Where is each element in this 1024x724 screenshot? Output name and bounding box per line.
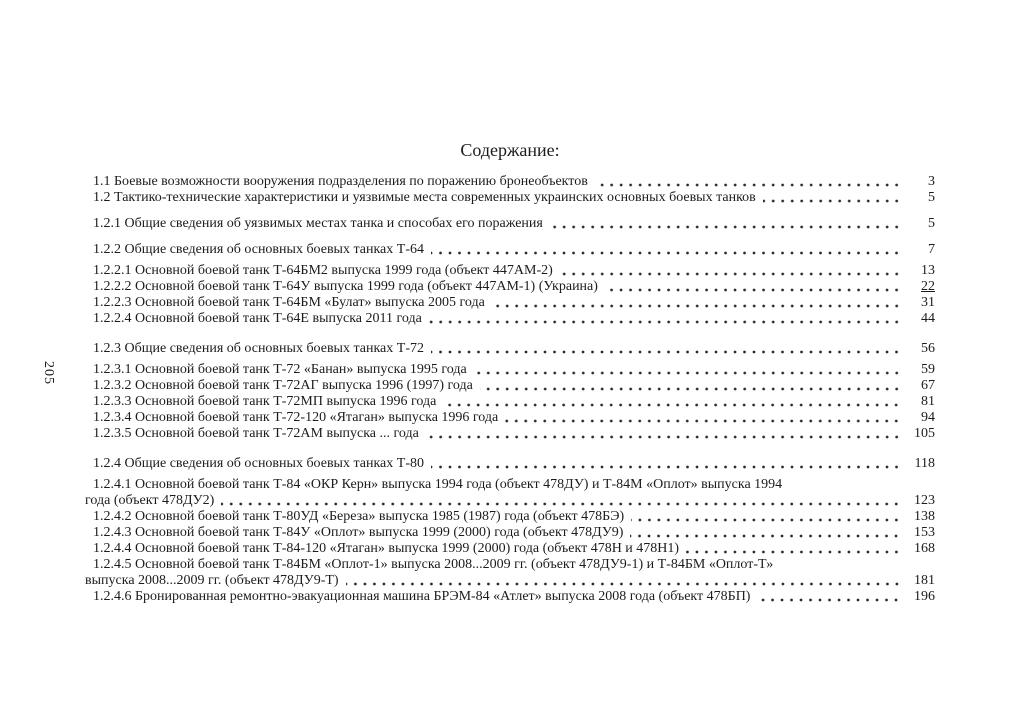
toc-page-number: 3 [928,174,935,189]
dot-leader [480,381,904,393]
toc-entry-text: 1.2.4.1 Основной боевой танк Т-84 «ОКР Керн» выпуска 1994 года (объект 478ДУ) и Т-84М «Оплот» выпуска 1994 [93,477,783,492]
dot-leader [560,266,904,278]
toc-page-number[interactable]: 22 [921,279,935,294]
dot-leader [346,576,904,588]
toc-page-number: 181 [914,573,935,588]
toc-page-number: 105 [914,426,935,441]
toc-entry-row [85,216,935,232]
toc-entry [85,426,935,442]
toc-entry [85,190,935,206]
toc-entry [85,311,935,327]
toc-entry-row [85,493,935,509]
toc-page-number: 118 [914,456,935,471]
toc-entry [85,456,935,472]
toc-entry-text: 1.2.3.1 Основной боевой танк Т-72 «Банан» выпуска 1995 года [93,362,467,377]
toc-entry-text: 1.2.2 Общие сведения об основных боевых танках Т-64 [93,242,424,257]
toc-entry-row [85,509,935,525]
dot-leader [221,496,904,508]
dot-leader [429,314,904,326]
toc-entry [85,378,935,394]
toc-entry-text-continuation: выпуска 2008...2009 гг. (объект 478ДУ9-Т) [85,573,339,588]
toc-entry-row [85,341,935,357]
toc-entry-text: 1.2.4.5 Основной боевой танк Т-84БМ «Оплот-1» выпуска 2008...2009 гг. (объект 478ДУ9-1) и Т-84БМ «Оплот-Т» [93,557,774,572]
dot-leader [431,459,904,471]
toc-title: Содержание: [460,140,560,160]
toc-entry-row [85,378,935,394]
dot-leader [492,298,904,310]
toc-entry-text: 1.2.4.4 Основной боевой танк Т-84-120 «Ятаган» выпуска 1999 (2000) года (объект 478Н и 478Н1) [93,541,680,556]
toc-page-number: 5 [928,216,935,231]
toc-entry [85,509,935,525]
toc-entry-row [85,362,935,378]
dot-leader [630,528,904,540]
toc-entry-text-continuation: года (объект 478ДУ2) [85,493,215,508]
toc-page-number: 196 [914,589,935,604]
toc-entry [85,263,935,279]
toc-page-number: 94 [921,410,935,425]
toc-entry-row [85,279,935,295]
toc-entry-row [85,242,935,258]
toc-entry-text: 1.2.2.1 Основной боевой танк Т-64БМ2 выпуска 1999 года (объект 447АМ-2) [93,263,553,278]
toc-page-number: 7 [928,242,935,257]
toc-entry [85,279,935,295]
dot-leader [431,245,904,257]
dot-leader [763,193,904,205]
toc-entry [85,589,935,605]
toc-entry-text: 1.2.4.2 Основной боевой танк Т-80УД «Береза» выпуска 1985 (1987) года (объект 478БЭ) [93,509,625,524]
dot-leader [505,413,904,425]
dot-leader [431,344,904,356]
toc-page-number: 168 [914,541,935,556]
toc-entry-text: 1.2.3.2 Основной боевой танк Т-72АГ выпуска 1996 (1997) года [93,378,473,393]
toc-entry-row [85,456,935,472]
toc-page-number: 153 [914,525,935,540]
toc-entry-text: 1.2 Тактико-технические характеристики и уязвимые места современных украинских основных боевых танков [93,190,756,205]
toc-page-number: 56 [921,341,935,356]
dot-leader [550,219,904,231]
toc-entry [85,541,935,557]
table-of-contents [85,140,935,605]
toc-entry-text: 1.2.4.6 Бронированная ремонтно-эвакуационная машина БРЭМ-84 «Атлет» выпуска 2008 года (объект 478БП) [93,589,751,604]
toc-entry-text: 1.2.3.5 Основной боевой танк Т-72АМ выпуска ... года [93,426,419,441]
toc-entry-row [85,525,935,541]
dot-leader [757,592,904,604]
toc-entry-row [85,295,935,311]
toc-entry-row [85,426,935,442]
toc-entry [85,394,935,410]
toc-page-number: 44 [921,311,935,326]
dot-leader [426,429,904,441]
toc-entry-text: 1.2.1 Общие сведения об уязвимых местах танка и способах его поражения [93,216,543,231]
toc-entry [85,242,935,258]
toc-entry [85,525,935,541]
toc-entry [85,410,935,426]
dot-leader [474,365,904,377]
toc-entry-text: 1.1 Боевые возможности вооружения подразделения по поражению бронеобъектов [93,174,588,189]
toc-entry-row [85,541,935,557]
toc-entry [85,557,935,589]
toc-entry-text: 1.2.3.4 Основной боевой танк Т-72-120 «Ятаган» выпуска 1996 года [93,410,499,425]
toc-page-number: 123 [914,493,935,508]
toc-entry-text: 1.2.3.3 Основной боевой танк Т-72МП выпуска 1996 года [93,394,437,409]
toc-entry-text: 1.2.2.4 Основной боевой танк Т-64Е выпуска 2011 года [93,311,422,326]
toc-entry [85,341,935,357]
toc-entry-text: 1.2.2.2 Основной боевой танк Т-64У выпуска 1999 года (объект 447АМ-1) (Украина) [93,279,598,294]
toc-entry-row [85,573,935,589]
dot-leader [631,512,904,524]
toc-entry [85,174,935,190]
toc-entry-row [85,263,935,279]
dot-leader [595,177,904,189]
toc-page-number: 5 [928,190,935,205]
toc-page-number: 31 [921,295,935,310]
toc-page-number: 59 [921,362,935,377]
toc-page-number: 138 [914,509,935,524]
toc-entry [85,295,935,311]
dot-leader [605,282,904,294]
toc-entry [85,216,935,232]
dot-leader [443,397,904,409]
toc-entry-row [85,589,935,605]
toc-entry-text: 1.2.4 Общие сведения об основных боевых танках Т-80 [93,456,424,471]
toc-entry-row [85,410,935,426]
toc-page-number: 81 [921,394,935,409]
rotated-folio-number: 205 [41,361,56,385]
toc-page-number: 13 [921,263,935,278]
toc-entry-row [85,190,935,206]
toc-page-number: 67 [921,378,935,393]
toc-entry-text: 1.2.4.3 Основной боевой танк Т-84У «Оплот» выпуска 1999 (2000) года (объект 478ДУ9) [93,525,624,540]
toc-entry [85,362,935,378]
toc-entry [85,477,935,509]
toc-entry-text: 1.2.2.3 Основной боевой танк Т-64БМ «Булат» выпуска 2005 года [93,295,485,310]
toc-list [85,174,935,605]
toc-entry-row [85,311,935,327]
toc-entry-row [85,174,935,190]
toc-entry-row [85,394,935,410]
dot-leader [686,544,904,556]
toc-entry-text: 1.2.3 Общие сведения об основных боевых танках Т-72 [93,341,424,356]
